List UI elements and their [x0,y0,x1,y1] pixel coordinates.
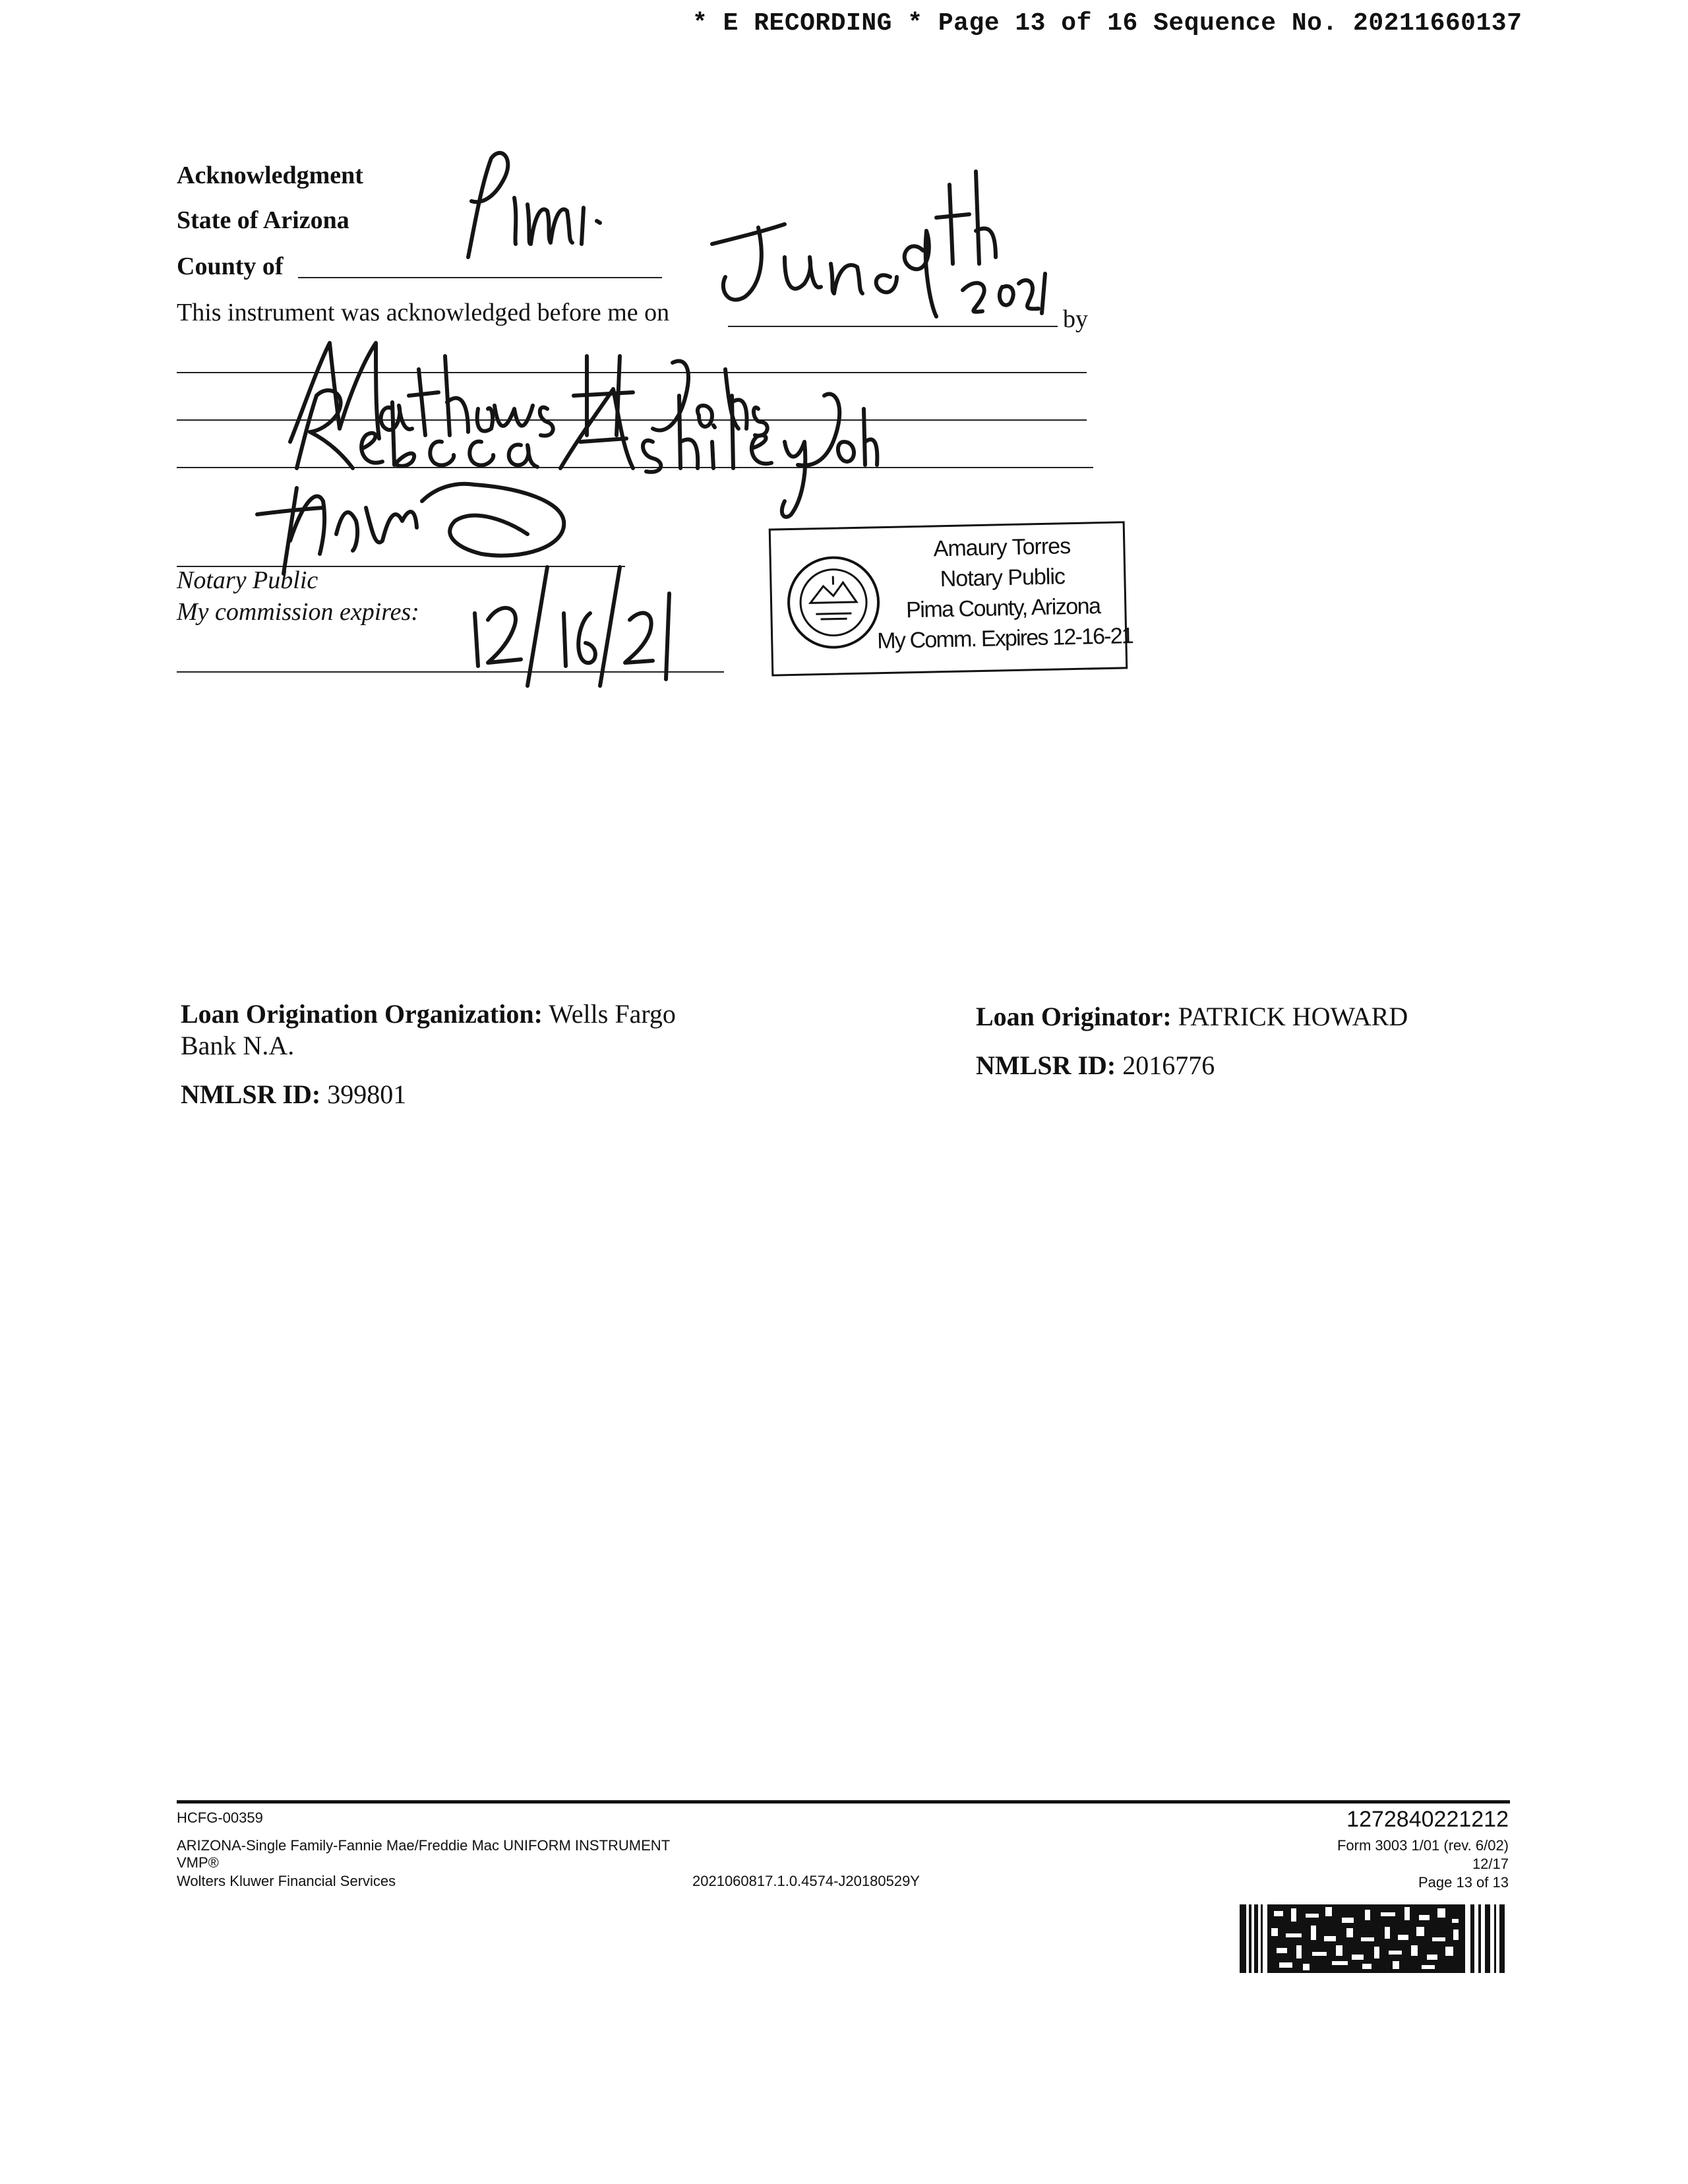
notary-public-label: Notary Public [177,566,318,594]
footer-instrument: ARIZONA-Single Family-Fannie Mae/Freddie Mac UNIFORM INSTRUMENT [177,1837,671,1854]
org-label: Loan Origination Organization: [181,999,543,1029]
notary-stamp [769,521,1133,676]
footer-doc-id: 2021060817.1.0.4574-J20180529Y [692,1873,920,1889]
county-label: County of [177,253,284,280]
stamp-notary-title: Notary Public [940,564,1066,592]
footer-form-number: Form 3003 1/01 (rev. 6/02) [1337,1837,1509,1854]
originator-name: PATRICK HOWARD [1178,1002,1408,1031]
footer-company: Wolters Kluwer Financial Services [177,1873,396,1889]
footer-rule [177,1800,1510,1804]
originator-nmlsr-value: 2016776 [1122,1050,1215,1080]
footer-vmp: VMP® [177,1854,219,1871]
stamp-commission-expires: My Comm. Expires 12-16-21 [876,623,1133,654]
acknowledgment-heading: Acknowledgment [177,162,363,189]
arizona-seal-icon [783,552,884,653]
footer-page: Page 13 of 13 [1418,1874,1509,1891]
stamp-notary-county: Pima County, Arizona [905,593,1100,623]
org-name-line2: Bank N.A. [181,1031,295,1060]
stamp-notary-name: Amaury Torres [933,533,1071,562]
loan-origination-org [181,998,721,1062]
commission-label: My commission expires: [177,598,419,626]
commission-date-handwriting [455,547,679,692]
instrument-text: This instrument was acknowledged before me on [177,299,670,326]
originator-nmlsr [976,1050,1215,1081]
org-nmlsr [181,1079,406,1110]
county-handwriting [442,145,613,277]
org-nmlsr-value: 399801 [327,1079,407,1109]
county-line [298,277,662,278]
barcode-icon [1240,1904,1510,1973]
date-handwriting [699,158,1068,330]
by-label: by [1063,305,1088,333]
originator-nmlsr-label: NMLSR ID: [976,1050,1116,1080]
org-name-line1: Wells Fargo [549,999,676,1029]
loan-originator [976,1001,1408,1032]
footer-rev-date: 12/17 [1472,1856,1509,1872]
originator-label: Loan Originator: [976,1002,1172,1031]
org-nmlsr-label: NMLSR ID: [181,1079,321,1109]
state-label: State of Arizona [177,206,349,234]
recording-header: * E RECORDING * Page 13 of 16 Sequence No. 20211660137 [692,9,1522,38]
footer-form-code: HCFG-00359 [177,1809,263,1826]
footer-loan-number: 1272840221212 [1346,1807,1509,1832]
